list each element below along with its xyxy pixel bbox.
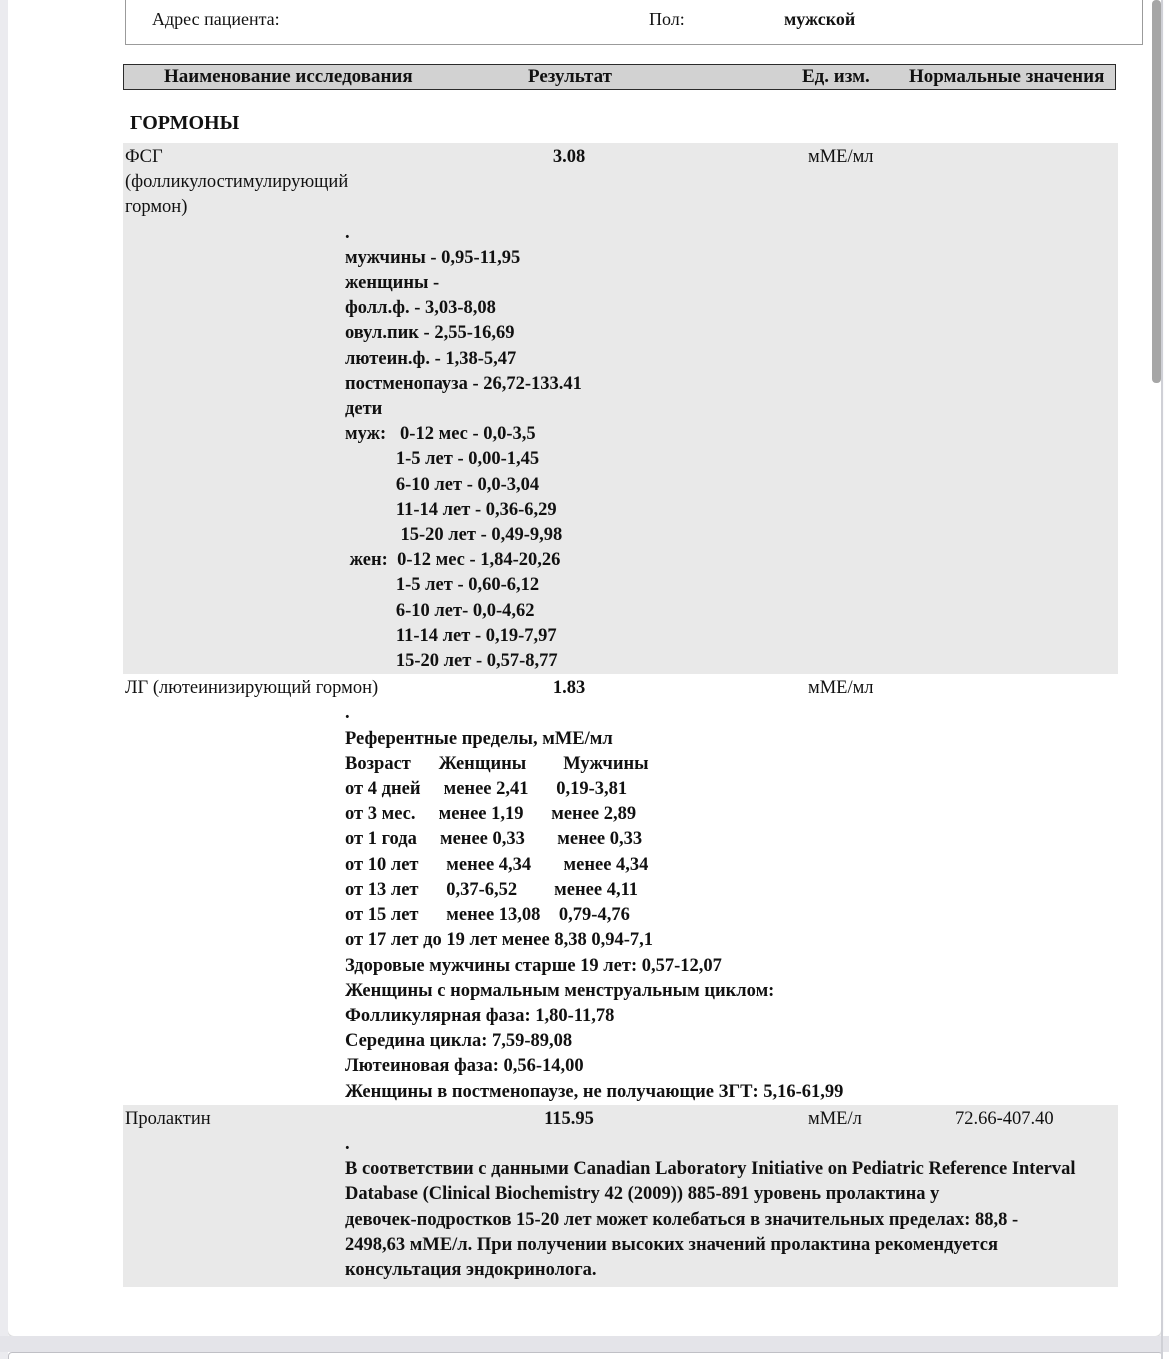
table-row-fsh — [123, 143, 1118, 674]
note-line: Женщины в постменопаузе, не получающие ЗГТ: 5,16-61,99 — [345, 1081, 844, 1102]
note-line: 11-14 лет - 0,36-6,29 — [345, 499, 557, 520]
note-line: Здоровые мужчины старше 19 лет: 0,57-12,07 — [345, 955, 722, 976]
note-line: мужчины - 0,95-11,95 — [345, 247, 521, 268]
note-line: девочек-подростков 15-20 лет может колебаться в значительных пределах: 88,8 - — [345, 1209, 1019, 1230]
note-line: Референтные пределы, мМЕ/мл — [345, 728, 613, 749]
patient-address-label: Адрес пациента: — [152, 9, 280, 29]
test-unit: мМЕ/мл — [808, 678, 874, 699]
column-header-test-name: Наименование исследования — [164, 66, 413, 87]
scrollbar-thumb[interactable] — [1152, 0, 1161, 383]
note-line: фолл.ф. - 3,03-8,08 — [345, 298, 496, 319]
note-line: овул.пик - 2,55-16,69 — [345, 323, 515, 344]
note-line: от 15 лет менее 13,08 0,79-4,76 — [345, 905, 630, 926]
reference-notes — [345, 1132, 1118, 1283]
test-unit: мМЕ/л — [808, 1108, 862, 1129]
note-line: . — [345, 222, 350, 243]
note-line: от 4 дней менее 2,41 0,19-3,81 — [345, 779, 628, 800]
column-header-normal-values: Нормальные значения — [909, 66, 1105, 87]
results-table-body — [123, 143, 1118, 1287]
note-line: от 17 лет до 19 лет менее 8,38 0,94-7,1 — [345, 930, 653, 951]
test-name: Пролактин — [125, 1108, 211, 1129]
note-line: от 13 лет 0,37-6,52 менее 4,11 — [345, 879, 639, 900]
results-table-header — [123, 64, 1116, 90]
test-name: ФСГ (фолликулостимулирующий гормон) — [125, 147, 349, 218]
note-line: 6-10 лет - 0,0-3,04 — [345, 474, 540, 495]
note-line: консультация эндокринолога. — [345, 1259, 597, 1280]
column-header-result: Результат — [528, 66, 612, 87]
note-line: Лютеиновая фаза: 0,56-14,00 — [345, 1056, 584, 1077]
patient-sex-label: Пол: — [649, 9, 685, 29]
note-line: муж: 0-12 мес - 0,0-3,5 — [345, 424, 536, 445]
table-row-prolactin — [123, 1105, 1118, 1287]
patient-info-box — [125, 0, 1143, 45]
column-header-units: Ед. изм. — [802, 66, 870, 87]
note-line: 1-5 лет - 0,60-6,12 — [345, 575, 540, 596]
note-line: Возраст Женщины Мужчины — [345, 753, 649, 774]
note-line: женщины - — [345, 273, 440, 294]
viewer-left-margin — [0, 0, 8, 1359]
note-line: от 10 лет менее 4,34 менее 4,34 — [345, 854, 649, 875]
note-line: Женщины с нормальным менструальным циклом: — [345, 980, 775, 1001]
note-line: 15-20 лет - 0,57-8,77 — [345, 651, 558, 672]
test-unit: мМЕ/мл — [808, 147, 874, 167]
note-line: В соответствии с данными Canadian Laboratory Initiative on Pediatric Reference Interval — [345, 1159, 1076, 1180]
note-line: постменопауза - 26,72-133.41 — [345, 373, 582, 394]
note-line: 1-5 лет - 0,00-1,45 — [345, 449, 540, 470]
table-row-lh — [123, 674, 1118, 1104]
note-line: 15-20 лет - 0,49-9,98 — [345, 525, 563, 546]
page-gap — [0, 1336, 1169, 1352]
section-title-hormones: ГОРМОНЫ — [130, 112, 240, 134]
note-line: Середина цикла: 7,59-89,08 — [345, 1031, 573, 1052]
test-result: 115.95 — [544, 1108, 594, 1129]
test-name: ЛГ (лютеинизирующий гормон) — [125, 678, 379, 699]
note-line: . — [345, 703, 350, 724]
report-page — [8, 0, 1161, 1336]
test-normal-range: 72.66-407.40 — [955, 1108, 1054, 1129]
note-line: Database (Clinical Biochemistry 42 (2009)) 885-891 уровень пролактина у — [345, 1184, 940, 1205]
test-result: 3.08 — [552, 147, 586, 167]
next-page-edge — [8, 1352, 1163, 1359]
note-line: . — [345, 1133, 350, 1154]
test-result: 1.83 — [552, 678, 586, 699]
reference-notes — [345, 701, 1118, 1104]
note-line: от 3 мес. менее 1,19 менее 2,89 — [345, 804, 637, 825]
note-line: 2498,63 мМЕ/л. При получении высоких значений пролактина рекомендуется — [345, 1234, 998, 1255]
note-line: Фолликулярная фаза: 1,80-11,78 — [345, 1005, 615, 1026]
reference-notes — [345, 221, 1118, 675]
viewer-right-border — [1161, 0, 1163, 1359]
note-line: 6-10 лет- 0,0-4,62 — [345, 600, 535, 621]
note-line: дети — [345, 399, 383, 420]
patient-sex-value: мужской — [784, 9, 856, 29]
note-line: 11-14 лет - 0,19-7,97 — [345, 625, 557, 646]
note-line: лютеин.ф. - 1,38-5,47 — [345, 348, 517, 369]
note-line: от 1 года менее 0,33 менее 0,33 — [345, 829, 643, 850]
note-line: жен: 0-12 мес - 1,84-20,26 — [345, 550, 561, 571]
